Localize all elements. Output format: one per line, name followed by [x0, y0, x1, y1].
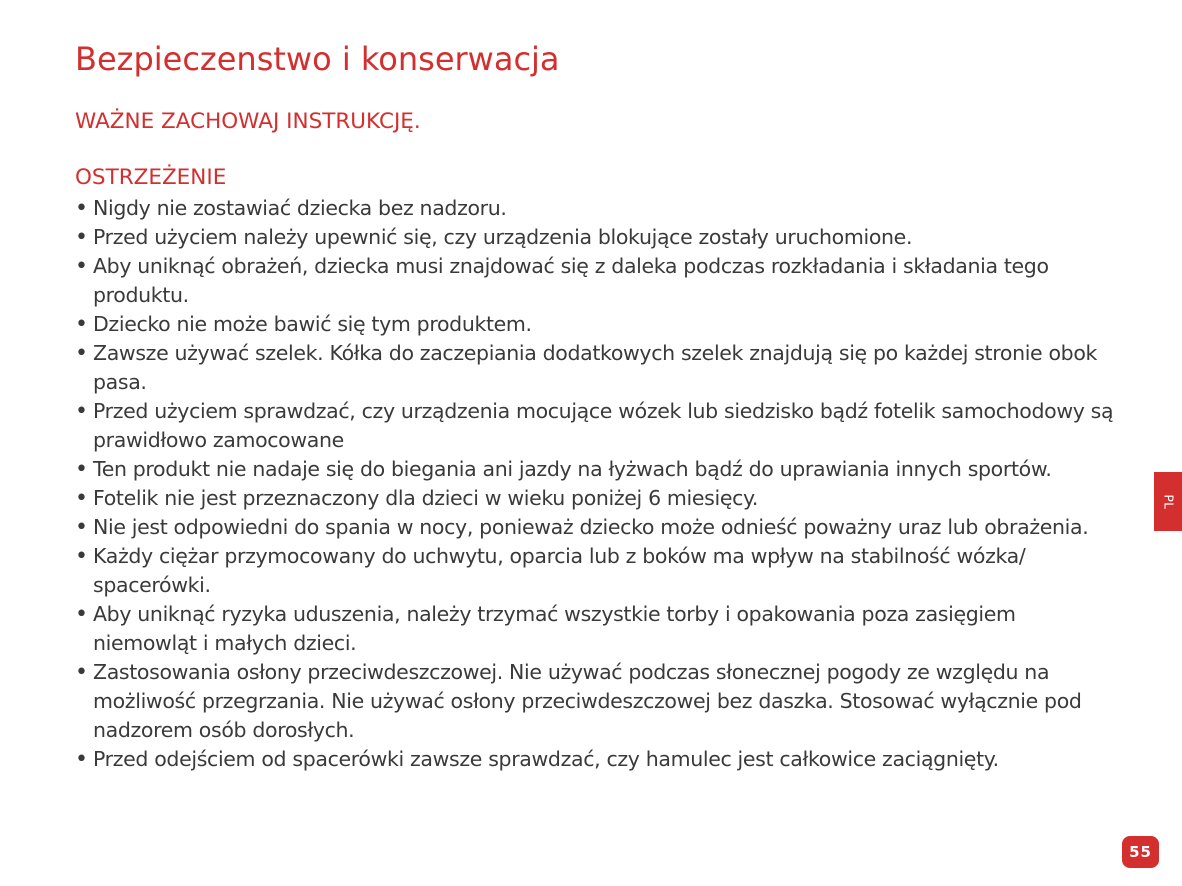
bullet-icon: •: [75, 457, 88, 482]
bullet-icon: •: [75, 254, 88, 279]
list-item: [75, 745, 1115, 774]
bullet-icon: •: [75, 602, 88, 627]
list-item-text: Zawsze używać szelek. Kółka do zaczepiania dodatkowych szelek znajdują się po każdej stronie obok pasa.: [93, 341, 1098, 394]
list-item-text: Przed użyciem należy upewnić się, czy urządzenia blokujące zostały uruchomione.: [93, 225, 913, 249]
list-item-text: Zastosowania osłony przeciwdeszczowej. Nie używać podczas słonecznej pogody ze względu na możliwość przegrzania. Nie używać osłony przeciwdeszczowej bez daszka. Stosować wyłącznie pod nadzorem osób dorosłych.: [93, 660, 1082, 742]
warning-heading: OSTRZEŻENIE: [75, 165, 227, 190]
bullet-icon: •: [75, 196, 88, 221]
list-item: [75, 658, 1115, 745]
bullet-icon: •: [75, 225, 88, 250]
list-item: [75, 513, 1115, 542]
page-title: Bezpieczenstwo i konserwacja: [75, 40, 560, 78]
list-item: [75, 339, 1115, 397]
list-item: [75, 600, 1115, 658]
bullet-icon: •: [75, 341, 88, 366]
list-item: [75, 397, 1115, 455]
list-item-text: Aby uniknąć obrażeń, dziecka musi znajdować się z daleka podczas rozkładania i składania tego produktu.: [93, 254, 1049, 307]
bullet-icon: •: [75, 312, 88, 337]
bullet-icon: •: [75, 660, 88, 685]
page-number-badge: 55: [1122, 836, 1159, 868]
list-item-text: Nigdy nie zostawiać dziecka bez nadzoru.: [93, 196, 507, 220]
list-item-text: Aby uniknąć ryzyka uduszenia, należy trzymać wszystkie torby i opakowania poza zasięgiem niemowląt i małych dzieci.: [93, 602, 1016, 655]
list-item: [75, 455, 1115, 484]
bullet-icon: •: [75, 515, 88, 540]
list-item-text: Nie jest odpowiedni do spania w nocy, ponieważ dziecko może odnieść poważny uraz lub obrażenia.: [93, 515, 1089, 539]
list-item-text: Ten produkt nie nadaje się do biegania ani jazdy na łyżwach bądź do uprawiania innych sportów.: [93, 457, 1052, 481]
list-item: [75, 310, 1115, 339]
list-item: [75, 194, 1115, 223]
bullet-icon: •: [75, 486, 88, 511]
warning-list: [75, 194, 1115, 774]
list-item: [75, 484, 1115, 513]
bullet-icon: •: [75, 747, 88, 772]
list-item: [75, 252, 1115, 310]
list-item-text: Każdy ciężar przymocowany do uchwytu, oparcia lub z boków ma wpływ na stabilność wózka/ spacerówki.: [93, 544, 1026, 597]
bullet-icon: •: [75, 544, 88, 569]
list-item: [75, 542, 1115, 600]
language-tab-label: PL: [1160, 494, 1175, 509]
list-item-text: Przed odejściem od spacerówki zawsze sprawdzać, czy hamulec jest całkowice zaciągnięty.: [93, 747, 999, 771]
list-item-text: Fotelik nie jest przeznaczony dla dzieci w wieku poniżej 6 miesięcy.: [93, 486, 759, 510]
list-item-text: Dziecko nie może bawić się tym produktem.: [93, 312, 532, 336]
important-notice: WAŻNE ZACHOWAJ INSTRUKCJĘ.: [75, 109, 421, 134]
bullet-icon: •: [75, 399, 88, 424]
list-item: [75, 223, 1115, 252]
list-item-text: Przed użyciem sprawdzać, czy urządzenia mocujące wózek lub siedzisko bądź fotelik samochodowy są prawidłowo zamocowane: [93, 399, 1114, 452]
language-tab: [1154, 472, 1182, 531]
